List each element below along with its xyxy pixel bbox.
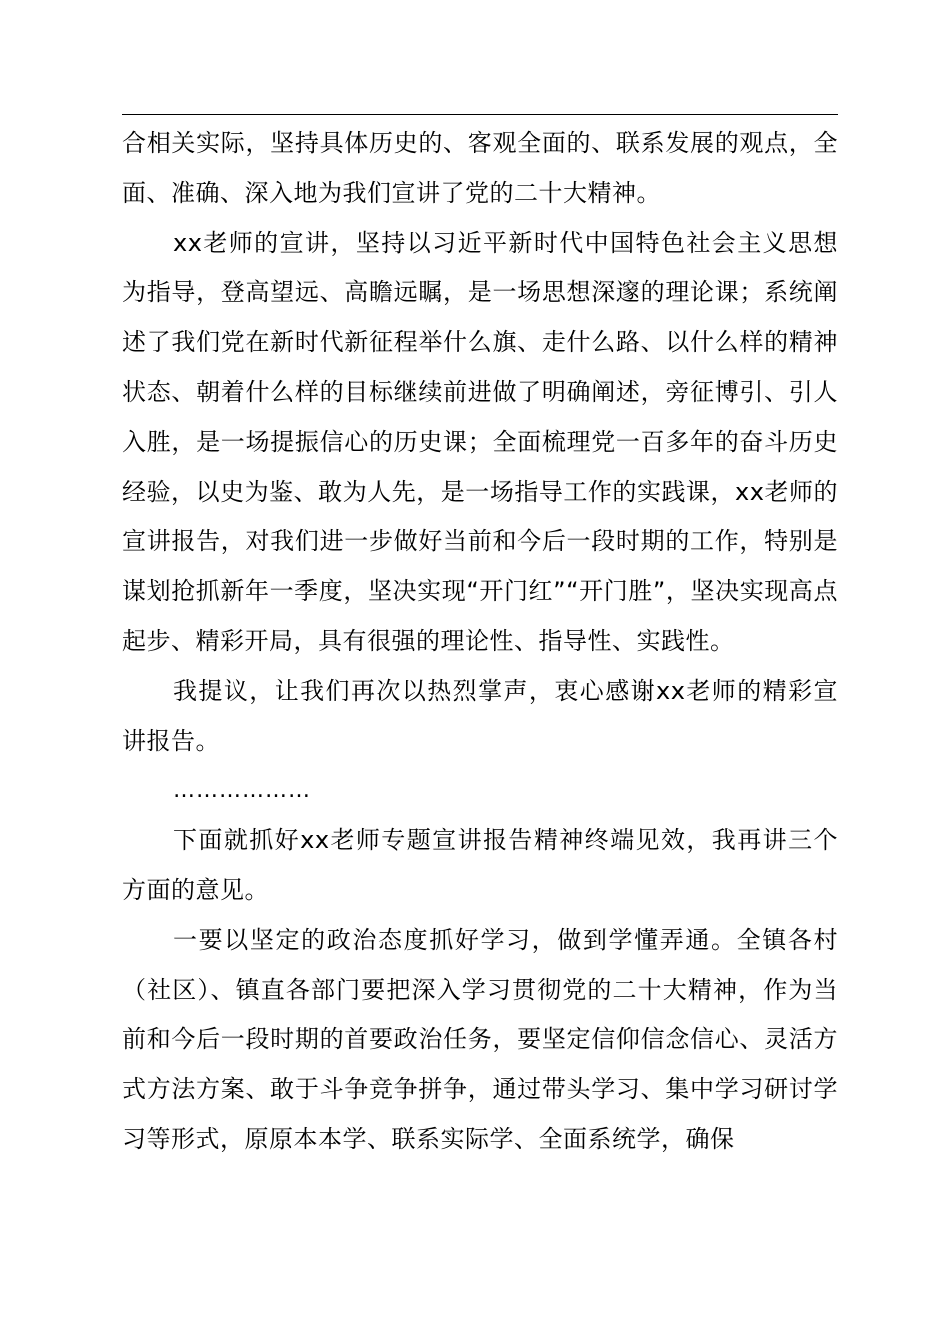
header-rule (122, 114, 838, 115)
paragraph-applause-proposal: 我提议，让我们再次以热烈掌声，衷心感谢xx老师的精彩宣讲报告。 (122, 676, 838, 755)
paragraph-lecture-summary: xx老师的宣讲，坚持以习近平新时代中国特色社会主义思想为指导，登高望远、高瞻远瞩，是一场思想深邃的理论课；系统阐述了我们党在新时代新征程举什么旗、走什么路、以什么样的精神状态、朝着什么样的目标继续前进做了明确阐述，旁征博引、引人入胜，是一场提振信心的历史课；全面梳理党一百多年的奋斗历史经验，以史为鉴、敢为人先，是一场指导工作的实践课，xx老师的宣讲报告，对我们进一步做好当前和今后一段时期的工作，特别是谋划抢抓新年一季度，坚决实现“开门红”“开门胜”，坚决实现高点起步、精彩开局，具有很强的理论性、指导性、实践性。 (122, 228, 838, 655)
document-body (122, 119, 838, 1165)
paragraph-continuation: 合相关实际，坚持具体历史的、客观全面的、联系发展的观点，全面、准确、深入地为我们宣讲了党的二十大精神。 (122, 129, 838, 207)
paragraph-three-opinions-intro: 下面就抓好xx老师专题宣讲报告精神终端见效，我再讲三个方面的意见。 (122, 826, 838, 904)
paragraph-first-opinion: 一要以坚定的政治态度抓好学习，做到学懂弄通。全镇各村（社区）、镇直各部门要把深入学习贯彻党的二十大精神，作为当前和今后一段时期的首要政治任务，要坚定信仰信念信心、灵活方式方法方案、敢于斗争竞争拼争，通过带头学习、集中学习研讨学习等形式，原原本本学、联系实际学、全面系统学，确保 (122, 925, 838, 1153)
paragraph-ellipsis: ……………… (173, 778, 311, 804)
